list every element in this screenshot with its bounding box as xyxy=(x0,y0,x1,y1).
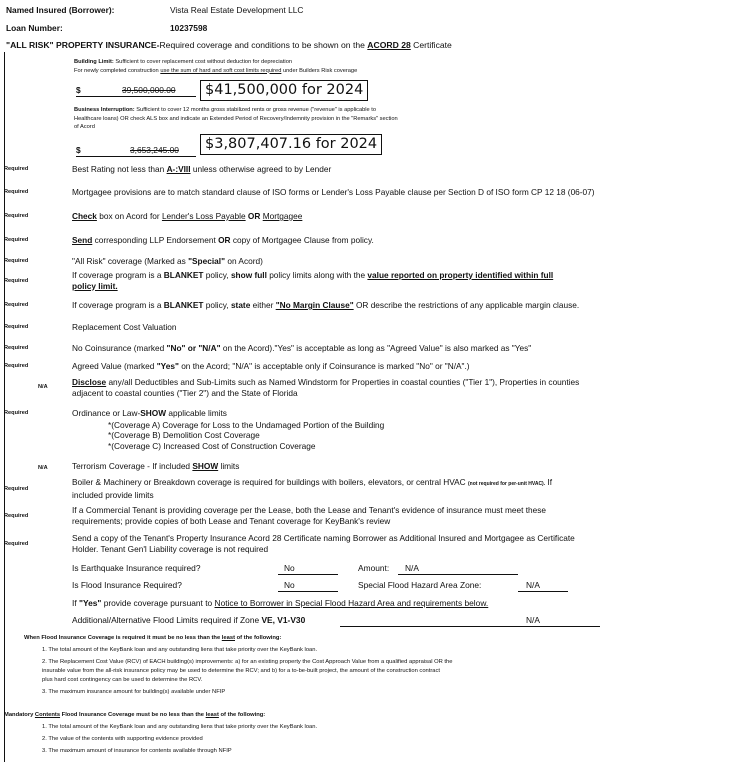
flood-alt-text: Additional/Alternative Flood Limits required if Zone xyxy=(72,615,262,625)
item-ordinance-law xyxy=(72,408,384,451)
flood-req-heading: of the following: xyxy=(235,635,282,641)
item-text: (not required for per-unit HVAC). xyxy=(467,481,546,487)
item-text: OR xyxy=(218,235,231,245)
item-text: If a Commercial Tenant is providing coverage per the Lease, both the Lease and Tenant's evidence of insurance must meet these xyxy=(72,505,547,515)
earthquake-amount-value: N/A xyxy=(405,563,419,573)
item-boiler-machinery xyxy=(72,477,552,500)
item-text: Ordinance or Law- xyxy=(72,408,141,418)
title-rest: Required coverage and conditions to be shown on the xyxy=(159,40,368,50)
item-text: Send a copy of the Tenant's Property Insurance Acord 28 Certificate naming Borrower as Additional Insured and Mortgagee as Certificate xyxy=(72,533,575,543)
item-tag: Required xyxy=(4,486,29,492)
item-text: "No" or "N/A" xyxy=(166,343,221,353)
bi-text1: Sufficient to cover 12 months gross stabilized rents or gross revenue ("revenue" is applicable to xyxy=(134,107,377,113)
building-limit-text2c: under Builders Risk coverage xyxy=(281,67,358,74)
item-tag: Required xyxy=(4,189,29,195)
bi-new-value: $3,807,407.16 for 2024 xyxy=(200,134,382,155)
item-text: policy, xyxy=(203,300,231,310)
building-limit-text2a: For newly completed construction xyxy=(74,67,161,74)
earthquake-value-line xyxy=(278,574,338,575)
building-limit-text2b: use the sum of hard and soft cost limits required xyxy=(160,67,282,74)
building-limit-text1: Sufficient to cover replacement cost without deduction for depreciation xyxy=(113,59,293,65)
flood-notice xyxy=(72,598,488,608)
item-text: value reported on property identified within full xyxy=(367,270,554,280)
item-text: on Acord) xyxy=(225,256,263,266)
building-limit-text xyxy=(74,58,357,75)
item-replacement-cost: Replacement Cost Valuation xyxy=(72,322,177,332)
bi-old-value: 3,653,245.00 xyxy=(130,145,179,155)
section-title xyxy=(6,40,452,51)
item-text: adjacent to coastal counties ("Tier 2") and the State of Florida xyxy=(72,387,298,398)
item-tag: Required xyxy=(4,363,29,369)
bi-text xyxy=(74,106,398,132)
item-tag: Required xyxy=(4,166,29,172)
item-text: requirements; provide copies of both Lease and Tenant coverage for KeyBank's review xyxy=(72,515,391,526)
item-no-coinsurance xyxy=(72,343,531,354)
building-limit-label: Building Limit: xyxy=(74,59,114,65)
building-dollar: $ xyxy=(76,85,81,95)
flood-alt-value: N/A xyxy=(526,615,540,625)
item-tag: Required xyxy=(4,278,29,284)
flood-value: No xyxy=(284,580,295,590)
contents-req-item: 3. The maximum amount of insurance for contents available through NFIP xyxy=(42,748,232,754)
flood-notice-text: provide coverage pursuant to xyxy=(101,598,215,608)
loan-label: Loan Number: xyxy=(6,23,63,33)
bi-value-line xyxy=(76,156,196,157)
item-send-llp xyxy=(72,235,374,246)
item-text: box on Acord for xyxy=(96,211,162,221)
item-text: any/all Deductibles and Sub-Limits such as Named Windstorm for Properties in coastal counties ("Tier 1"), Properties in counties xyxy=(106,377,580,387)
item-check-box xyxy=(72,211,302,222)
flood-alt-label xyxy=(72,615,305,625)
item-subtext: *(Coverage B) Demolition Cost Coverage xyxy=(108,430,260,440)
item-tag: N/A xyxy=(38,384,48,390)
bi-text3: of Acord xyxy=(74,124,95,130)
contents-req-heading: Contents xyxy=(34,712,61,718)
item-text: SHOW xyxy=(192,461,219,471)
flood-notice-text: If xyxy=(72,598,79,608)
item-text: on the Acord)."Yes" is acceptable as long as "Agreed Value" is also marked as "Yes" xyxy=(220,343,532,353)
item-text: "All Risk" coverage (Marked as xyxy=(72,256,189,266)
contents-requirements xyxy=(4,711,317,756)
contents-req-heading: Mandatory xyxy=(4,712,35,718)
contents-req-item: 2. The value of the contents with supporting evidence provided xyxy=(42,736,203,742)
item-text: OR xyxy=(245,211,263,221)
bi-text2: Healthcare loans) OR check ALS box and indicate an Extended Period of Recovery/Indemnity provision in the "Remarks" section xyxy=(74,115,398,122)
item-tag: Required xyxy=(4,213,29,219)
item-text: on the Acord; "N/A" is acceptable only if Coinsurance is marked "No" or "N/A".) xyxy=(178,361,470,371)
contents-req-heading: least xyxy=(205,712,219,718)
item-tag: Required xyxy=(4,410,29,416)
flood-req-item: 1. The total amount of the KeyBank loan and any outstanding liens that take priority over the KeyBank loan. xyxy=(42,647,318,653)
item-text: either xyxy=(250,300,276,310)
flood-req-item: 3. The maximum insurance amount for building(s) available under NFIP xyxy=(42,689,226,695)
item-tag: Required xyxy=(4,324,29,330)
flood-zone-value: N/A xyxy=(526,580,540,590)
item-tag: Required xyxy=(4,513,29,519)
item-text: A-:VIII xyxy=(166,164,191,174)
item-text: Boiler & Machinery or Breakdown coverage is required for buildings with boilers, elevators, or central HVAC xyxy=(72,477,468,487)
item-text: If coverage program is a xyxy=(72,300,164,310)
item-text: state xyxy=(230,300,251,310)
item-text: No Coinsurance (marked xyxy=(72,343,167,353)
item-text: policy, xyxy=(203,270,231,280)
item-text: applicable limits xyxy=(166,408,227,418)
item-commercial-tenant xyxy=(72,505,546,526)
flood-req-heading: least xyxy=(221,635,235,641)
item-text: Disclose xyxy=(72,377,107,387)
flood-notice-text: "Yes" xyxy=(78,598,102,608)
item-all-risk xyxy=(72,256,263,267)
building-old-value: 39,500,000.00 xyxy=(122,85,176,95)
item-text: limits xyxy=(218,461,240,471)
item-text: BLANKET xyxy=(163,270,204,280)
item-text: Best Rating not less than xyxy=(72,164,167,174)
flood-alt-zone: VE, V1-V30 xyxy=(261,615,306,625)
item-tag: Required xyxy=(4,258,29,264)
item-text: OR describe the restrictions of any applicable margin clause. xyxy=(353,300,580,310)
item-text: show full xyxy=(230,270,267,280)
flood-req-item: insurable value from the all-risk insurance policy may be used to determine the RCV; and b) for a to-be-built project, the amount of the construction contract xyxy=(42,668,441,674)
item-text: Agreed Value (marked xyxy=(72,361,157,371)
item-blanket-limits xyxy=(72,270,553,291)
item-tag: Required xyxy=(4,237,29,243)
item-text: "Special" xyxy=(188,256,226,266)
earthquake-amount-line xyxy=(398,574,518,575)
contents-req-item: 1. The total amount of the KeyBank loan and any outstanding liens that take priority over the KeyBank loan. xyxy=(42,724,318,730)
item-terrorism xyxy=(72,461,239,472)
item-text: If xyxy=(545,477,553,487)
item-text: Lender's Loss Payable xyxy=(161,211,246,221)
item-text: policy limits along with the xyxy=(266,270,368,280)
flood-req-item: plus hard cost contingency can be used to determine the RCV. xyxy=(42,677,203,683)
item-agreed-value xyxy=(72,361,470,372)
building-value-line xyxy=(76,96,196,97)
flood-value-line xyxy=(278,591,338,592)
item-tag: Required xyxy=(4,302,29,308)
item-tag: N/A xyxy=(38,465,48,471)
item-text: Check xyxy=(72,211,97,221)
item-text: BLANKET xyxy=(163,300,204,310)
earthquake-value: No xyxy=(284,563,295,573)
building-new-value: $41,500,000 for 2024 xyxy=(200,80,368,101)
item-best-rating xyxy=(72,164,331,175)
title-acord: ACORD 28 xyxy=(367,40,411,50)
item-mortgagee-provisions: Mortgagee provisions are to match standard clause of ISO forms or Lender's Loss Payable clause per Section D of ISO form CP 12 18 (06-07) xyxy=(72,187,595,197)
flood-notice-link: Notice to Borrower in Special Flood Hazard Area and requirements below. xyxy=(214,598,489,608)
item-blanket-margin xyxy=(72,300,579,311)
flood-requirements xyxy=(24,634,453,697)
insured-label: Named Insured (Borrower): xyxy=(6,5,115,15)
item-text: Send xyxy=(72,235,93,245)
item-text: Terrorism Coverage - If included xyxy=(72,461,193,471)
flood-zone-label: Special Flood Hazard Area Zone: xyxy=(358,580,482,590)
earthquake-label: Is Earthquake Insurance required? xyxy=(72,563,201,573)
item-text: If coverage program is a xyxy=(72,270,164,280)
item-text: Holder. Tenant Gen'l Liability coverage is not required xyxy=(72,543,269,554)
title-quoted: "ALL RISK" PROPERTY INSURANCE- xyxy=(6,40,160,50)
item-subtext: *(Coverage C) Increased Cost of Construction Coverage xyxy=(108,440,316,451)
flood-label: Is Flood Insurance Required? xyxy=(72,580,182,590)
flood-req-item: 2. The Replacement Cost Value (RCV) of EACH building(s) improvements: a) for an existing property the Cost Approach Value from a qualified appraisal OR the xyxy=(42,659,453,665)
item-text: "Yes" xyxy=(156,361,179,371)
item-text: unless otherwise agreed to by Lender xyxy=(190,164,332,174)
item-subtext: *(Coverage A) Coverage for Loss to the Undamaged Portion of the Building xyxy=(108,419,385,430)
contents-req-heading: of the following: xyxy=(218,712,266,718)
title-end: Certificate xyxy=(410,40,452,50)
item-disclose-deductibles xyxy=(72,377,579,398)
earthquake-amount-label: Amount: xyxy=(358,563,390,573)
section-left-border xyxy=(4,52,5,762)
item-tag: Required xyxy=(4,345,29,351)
item-text: Mortgagee xyxy=(262,211,303,221)
item-tenant-acord xyxy=(72,533,575,554)
item-text: "No Margin Clause" xyxy=(275,300,354,310)
contents-req-heading: Flood Insurance Coverage must be no less than the xyxy=(60,712,206,718)
item-text: corresponding LLP Endorsement xyxy=(92,235,219,245)
item-text: SHOW xyxy=(140,408,167,418)
item-text: included provide limits xyxy=(72,489,154,500)
item-tag: Required xyxy=(4,541,29,547)
insured-value: Vista Real Estate Development LLC xyxy=(170,5,304,15)
loan-value: 10237598 xyxy=(170,23,208,33)
flood-zone-line xyxy=(518,591,568,592)
flood-req-heading: When Flood Insurance Coverage is required it must be no less than the xyxy=(24,635,222,641)
flood-alt-line xyxy=(340,626,600,627)
bi-dollar: $ xyxy=(76,145,81,155)
item-text: copy of Mortgagee Clause from policy. xyxy=(230,235,374,245)
bi-label: Business Interruption: xyxy=(74,107,135,113)
item-text: policy limit. xyxy=(72,280,118,291)
